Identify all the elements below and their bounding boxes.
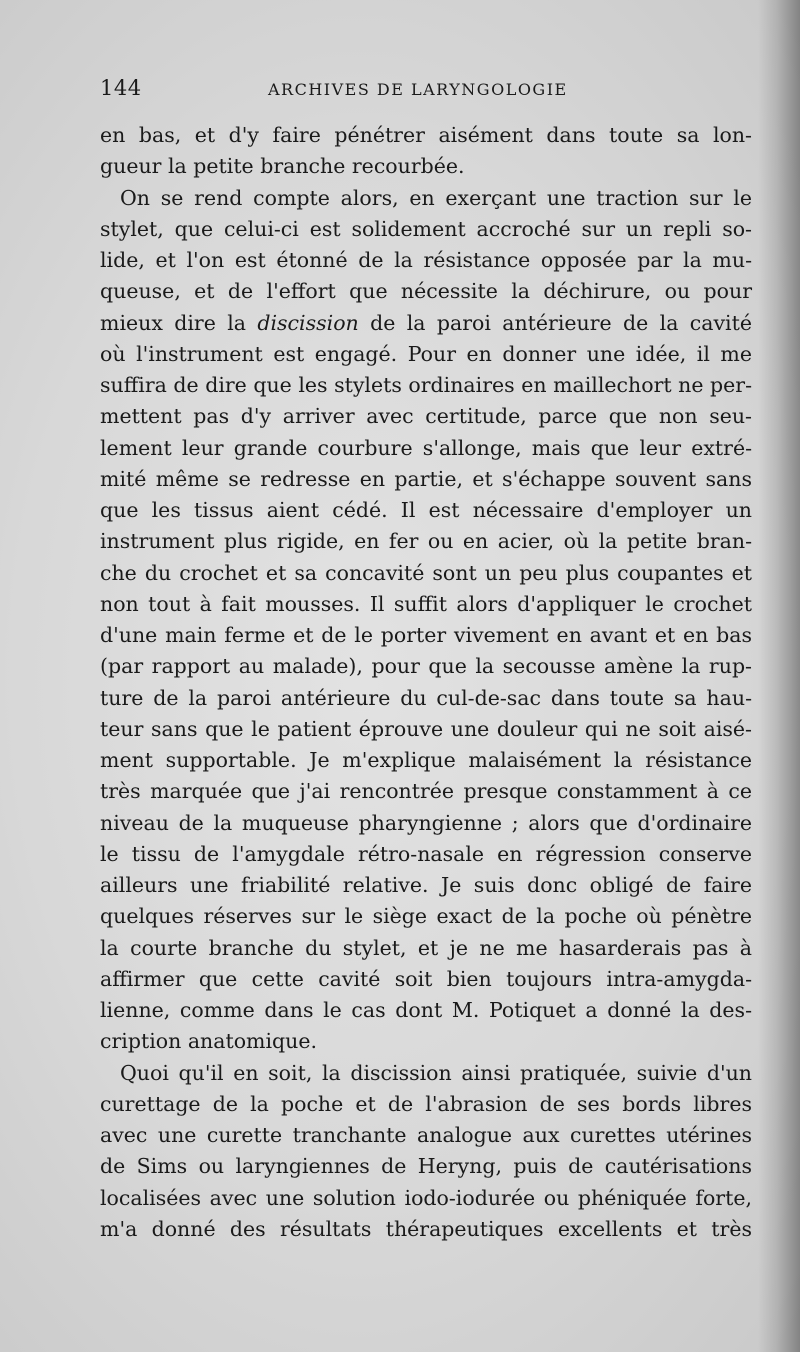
- text-line: m'a donné des résultats thérapeutiques excellents et très: [100, 1216, 752, 1241]
- text-line: lement leur grande courbure s'allonge, mais que leur extré-: [100, 435, 752, 460]
- body-text: [100, 120, 752, 1245]
- text-line: ture de la paroi antérieure du cul-de-sac dans toute sa hau-: [100, 685, 752, 710]
- text-line: mité même se redresse en partie, et s'échappe souvent sans: [100, 466, 752, 491]
- text-line: ment supportable. Je m'explique malaisément la résistance: [100, 748, 752, 772]
- text-line: gueur la petite branche recourbée.: [100, 154, 465, 179]
- text-line: cription anatomique.: [100, 1029, 318, 1054]
- text-line: suffira de dire que les stylets ordinaires en maillechort ne per-: [100, 373, 752, 397]
- text-line: teur sans que le patient éprouve une douleur qui ne soit aisé-: [100, 716, 752, 741]
- text-line: que les tissus aient cédé. Il est nécessaire d'employer un: [100, 498, 752, 522]
- text-line: en bas, et d'y faire pénétrer aisément dans toute sa lon-: [100, 123, 752, 147]
- running-head: ARCHIVES DE LARYNGOLOGIE: [268, 80, 568, 99]
- text-line: mieux dire la discission de la paroi antérieure de la cavité: [100, 310, 752, 335]
- text-line: lienne, comme dans le cas dont M. Potiquet a donné la des-: [100, 998, 752, 1022]
- text-line: où l'instrument est engagé. Pour en donner une idée, il me: [100, 341, 752, 366]
- text-line: le tissu de l'amygdale rétro-nasale en régression conserve: [100, 841, 752, 866]
- text-line: queuse, et de l'effort que nécessite la déchirure, ou pour: [100, 279, 752, 304]
- text-line: instrument plus rigide, en fer ou en acier, où la petite bran-: [100, 529, 752, 554]
- text-line: affirmer que cette cavité soit bien toujours intra-amygda-: [100, 966, 752, 991]
- text-line: la courte branche du stylet, et je ne me hasarderais pas à: [100, 935, 752, 960]
- text-line: d'une main ferme et de le porter vivement en avant et en bas: [100, 623, 752, 647]
- text-line: che du crochet et sa concavité sont un peu plus coupantes et: [100, 560, 752, 585]
- text-line: ailleurs une friabilité relative. Je suis donc obligé de faire: [100, 873, 752, 897]
- text-line: lide, et l'on est étonné de la résistance opposée par la mu-: [100, 248, 752, 272]
- text-line: niveau de la muqueuse pharyngienne ; alors que d'ordinaire: [100, 810, 752, 835]
- text-line: curettage de la poche et de l'abrasion de ses bords libres: [100, 1091, 752, 1116]
- text-line: On se rend compte alors, en exerçant une traction sur le: [120, 185, 752, 210]
- text-line: non tout à fait mousses. Il suffit alors d'appliquer le crochet: [100, 591, 752, 616]
- text-line: avec une curette tranchante analogue aux curettes utérines: [100, 1123, 752, 1147]
- page-header: [100, 76, 750, 106]
- page-number: 144: [100, 76, 142, 100]
- text-line: Quoi qu'il en soit, la discission ainsi pratiquée, suivie d'un: [120, 1060, 752, 1085]
- text-line: très marquée que j'ai rencontrée presque constamment à ce: [100, 779, 752, 804]
- italic-word: discission: [257, 310, 359, 335]
- text-line: stylet, que celui-ci est solidement accroché sur un repli so-: [100, 216, 752, 241]
- text-line: (par rapport au malade), pour que la secousse amène la rup-: [100, 654, 752, 679]
- text-line: mettent pas d'y arriver avec certitude, parce que non seu-: [100, 404, 752, 429]
- text-line: quelques réserves sur le siège exact de la poche où pénètre: [100, 904, 752, 929]
- text-line: de Sims ou laryngiennes de Heryng, puis de cautérisations: [100, 1154, 752, 1179]
- page-gutter-shadow: [758, 0, 800, 1352]
- text-line: localisées avec une solution iodo-iodurée ou phéniquée forte,: [100, 1185, 752, 1210]
